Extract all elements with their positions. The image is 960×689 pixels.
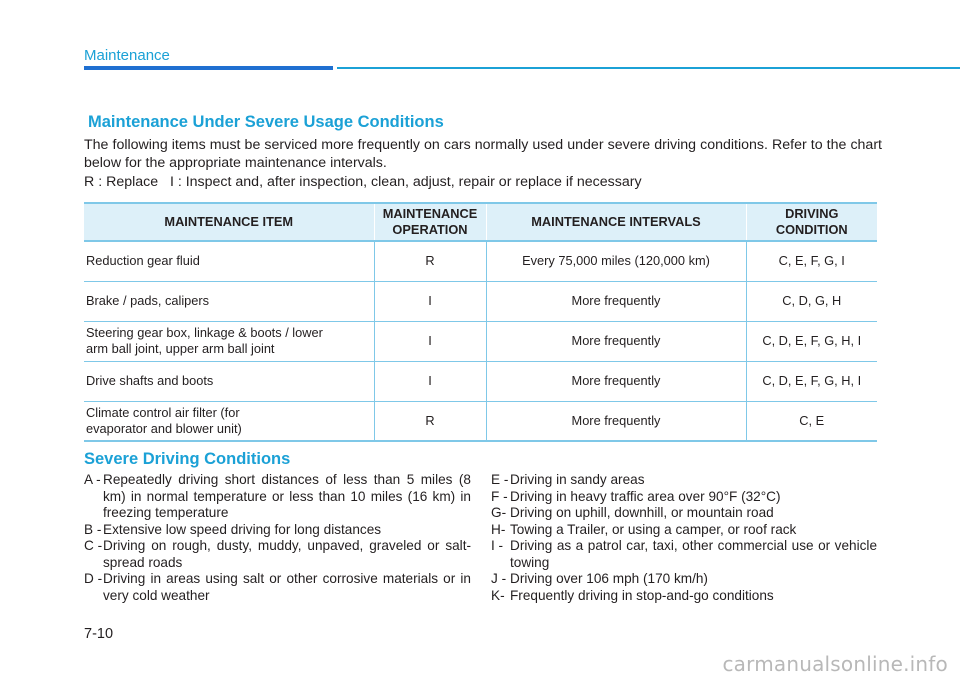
cell-operation: R bbox=[374, 401, 486, 441]
page-number: 7-10 bbox=[84, 626, 114, 642]
header-maintenance-intervals: MAINTENANCE INTERVALS bbox=[486, 203, 746, 241]
cell-item: Drive shafts and boots bbox=[84, 361, 374, 401]
conditions-list-right bbox=[491, 472, 877, 604]
conditions-title: Severe Driving Conditions bbox=[84, 450, 291, 468]
condition-key: H- bbox=[491, 521, 506, 537]
header-rule-light bbox=[337, 67, 960, 69]
cell-item: Steering gear box, linkage & boots / lower arm ball joint, upper arm ball joint bbox=[84, 321, 374, 361]
condition-text: Driving in sandy areas bbox=[510, 472, 645, 487]
table-row bbox=[84, 241, 877, 281]
table-header-row bbox=[84, 203, 877, 241]
condition-text: Driving in areas using salt or other corrosive materials or in very cold weather bbox=[103, 571, 471, 603]
maintenance-table bbox=[84, 202, 877, 442]
condition-key: C - bbox=[84, 538, 103, 553]
condition-key: B - bbox=[84, 521, 102, 537]
cell-interval: More frequently bbox=[486, 361, 746, 401]
header-maintenance-operation: MAINTENANCE OPERATION bbox=[374, 203, 486, 241]
cell-interval: More frequently bbox=[486, 281, 746, 321]
condition-text: Towing a Trailer, or using a camper, or roof rack bbox=[510, 521, 797, 537]
table-row bbox=[84, 401, 877, 441]
condition-key: K- bbox=[491, 587, 505, 603]
cell-interval: More frequently bbox=[486, 401, 746, 441]
condition-text: Extensive low speed driving for long distances bbox=[103, 521, 382, 537]
condition-key: G- bbox=[491, 505, 507, 520]
page-title: Maintenance Under Severe Usage Conditions bbox=[88, 113, 444, 131]
list-item bbox=[84, 522, 471, 539]
list-item bbox=[491, 571, 877, 588]
cell-item: Climate control air filter (for evaporator and blower unit) bbox=[84, 401, 374, 441]
header-driving-condition: DRIVING CONDITION bbox=[746, 203, 877, 241]
list-item bbox=[84, 472, 471, 522]
table-row bbox=[84, 281, 877, 321]
condition-text: Driving on uphill, downhill, or mountain road bbox=[510, 505, 774, 520]
list-item bbox=[84, 571, 471, 604]
list-item bbox=[491, 472, 877, 489]
cell-interval: More frequently bbox=[486, 321, 746, 361]
cell-item: Reduction gear fluid bbox=[84, 241, 374, 281]
list-item bbox=[491, 505, 877, 522]
legend-text: R : Replace I : Inspect and, after inspection, clean, adjust, repair or replace if necessary bbox=[84, 174, 642, 190]
condition-text: Driving on rough, dusty, muddy, unpaved, graveled or salt-spread roads bbox=[103, 538, 471, 570]
section-label: Maintenance bbox=[84, 47, 170, 64]
cell-item: Brake / pads, calipers bbox=[84, 281, 374, 321]
cell-condition: C, E bbox=[746, 401, 877, 441]
condition-key: I - bbox=[491, 538, 504, 553]
cell-operation: R bbox=[374, 241, 486, 281]
cell-condition: C, D, G, H bbox=[746, 281, 877, 321]
condition-text: Driving over 106 mph (170 km/h) bbox=[510, 571, 708, 586]
cell-condition: C, D, E, F, G, H, I bbox=[746, 321, 877, 361]
header-maintenance-item: MAINTENANCE ITEM bbox=[84, 203, 374, 241]
table-row bbox=[84, 361, 877, 401]
cell-condition: C, D, E, F, G, H, I bbox=[746, 361, 877, 401]
condition-key: E - bbox=[491, 472, 509, 487]
header-rule-dark bbox=[84, 66, 333, 70]
watermark: carmanualsonline.info bbox=[722, 652, 948, 676]
condition-key: F - bbox=[491, 488, 508, 504]
list-item bbox=[491, 538, 877, 571]
cell-condition: C, E, F, G, I bbox=[746, 241, 877, 281]
list-item bbox=[491, 489, 877, 506]
cell-operation: I bbox=[374, 281, 486, 321]
conditions-list-left bbox=[84, 472, 471, 604]
condition-text: Frequently driving in stop-and-go conditions bbox=[510, 587, 774, 603]
list-item bbox=[491, 522, 877, 539]
condition-text: Driving in heavy traffic area over 90°F (32°C) bbox=[510, 488, 781, 504]
condition-key: J - bbox=[491, 571, 507, 586]
cell-operation: I bbox=[374, 361, 486, 401]
condition-text: Driving as a patrol car, taxi, other commercial use or vehicle towing bbox=[510, 538, 877, 570]
condition-key: A - bbox=[84, 472, 101, 487]
cell-operation: I bbox=[374, 321, 486, 361]
intro-paragraph: The following items must be serviced more frequently on cars normally used under severe driving conditions. Refer to the chart below for the appropriate maintenance intervals. bbox=[84, 137, 882, 171]
list-item bbox=[491, 588, 877, 605]
condition-key: D - bbox=[84, 571, 103, 586]
cell-interval: Every 75,000 miles (120,000 km) bbox=[486, 241, 746, 281]
list-item bbox=[84, 538, 471, 571]
table-row bbox=[84, 321, 877, 361]
condition-text: Repeatedly driving short distances of less than 5 miles (8 km) in normal temperature or less than 10 miles (16 km) in freezing temperature bbox=[103, 472, 471, 520]
